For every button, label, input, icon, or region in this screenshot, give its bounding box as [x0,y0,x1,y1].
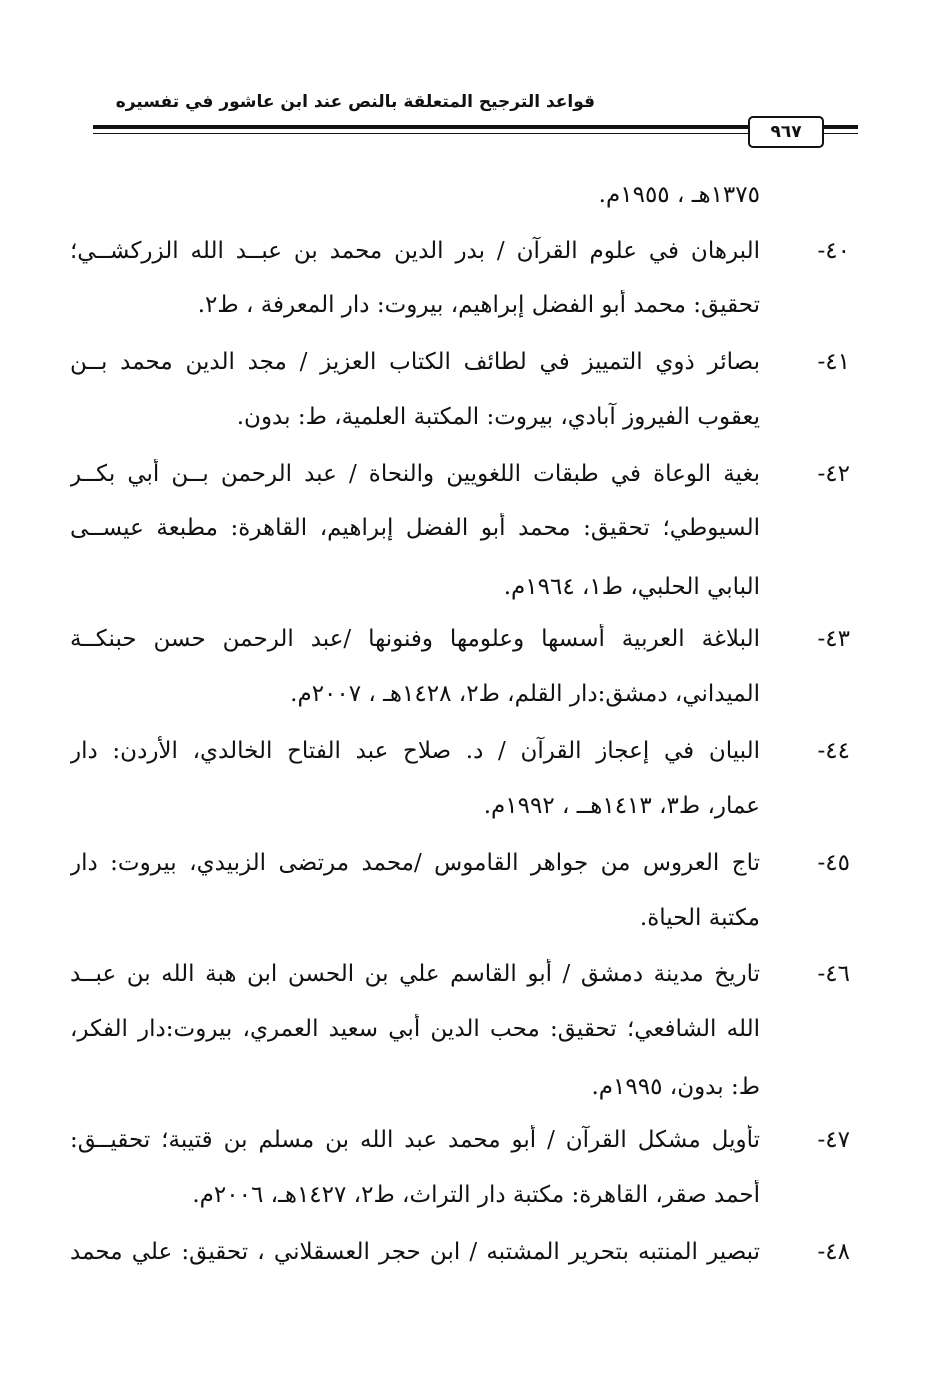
entry-line: بصائر ذوي التمييز في لطائف الكتاب العزيز / مجد الدين محمد بــن [70,349,760,375]
entry-line: يعقوب الفيروز آبادي، بيروت: المكتبة العلمية، ط: بدون. [236,404,760,430]
entry-line: تاريخ مدينة دمشق / أبو القاسم علي بن الحسن ابن هبة الله بن عبــد [70,961,760,987]
header-rule-thin [93,133,858,134]
entry-line: تبصير المنتبه بتحرير المشتبه / ابن حجر العسقلاني ، تحقيق: علي محمد [70,1239,760,1265]
header-rule-thick [93,125,858,129]
entry-line: الميداني، دمشق:دار القلم، ط٢، ١٤٢٨هـ ، ٢٠٠٧م. [290,681,760,707]
entry-number: ٤٤- [817,738,850,764]
entry-number: ٤١- [817,349,850,375]
entry-line: بغية الوعاة في طبقات اللغويين والنحاة / عبد الرحمن بــن أبي بكــر [70,461,760,487]
entry-number: ٤٦- [817,961,850,987]
entry-line: الله الشافعي؛ تحقيق: محب الدين أبي سعيد العمري، بيروت:دار الفكر، [70,1016,760,1042]
entry-line: عمار، ط٣، ١٤١٣هــ ، ١٩٩٢م. [483,793,760,819]
running-title: قواعد الترجيح المتعلقة بالنص عند ابن عاشور في تفسيره [115,92,595,112]
entry-line: تحقيق: محمد أبو الفضل إبراهيم، بيروت: دار المعرفة ، ط٢. [197,292,760,318]
entry-line: البلاغة العربية أسسها وعلومها وفنونها /عبد الرحمن حسن حبنكــة [70,626,760,652]
continuation-line: ١٣٧٥هـ ، ١٩٥٥م. [598,182,760,208]
entry-line: البيان في إعجاز القرآن / د. صلاح عبد الفتاح الخالدي، الأردن: دار [70,738,760,764]
entry-line: تأويل مشكل القرآن / أبو محمد عبد الله بن مسلم بن قتيبة؛ تحقيــق: [70,1127,760,1153]
entry-line: البرهان في علوم القرآن / بدر الدين محمد بن عبــد الله الزركشــي؛ [70,238,760,264]
entry-number: ٤٢- [817,461,850,487]
entry-line: البابي الحلبي، ط١، ١٩٦٤م. [503,574,760,600]
entry-line: مكتبة الحياة. [639,905,760,931]
entry-number: ٤٨- [817,1239,850,1265]
entry-line: السيوطي؛ تحقيق: محمد أبو الفضل إبراهيم، القاهرة: مطبعة عيســى [70,515,760,541]
page-number: ٩٦٧ [748,116,824,148]
entry-line: أحمد صقر، القاهرة: مكتبة دار التراث، ط٢، ١٤٢٧هـ، ٢٠٠٦م. [192,1182,760,1208]
entry-number: ٤٣- [817,626,850,652]
entry-line: تاج العروس من جواهر القاموس /محمد مرتضى الزبيدي، بيروت: دار [70,850,760,876]
entry-number: ٤٧- [817,1127,850,1153]
entry-number: ٤٥- [817,850,850,876]
entry-line: ط: بدون، ١٩٩٥م. [591,1074,760,1100]
entry-number: ٤٠- [817,238,850,264]
